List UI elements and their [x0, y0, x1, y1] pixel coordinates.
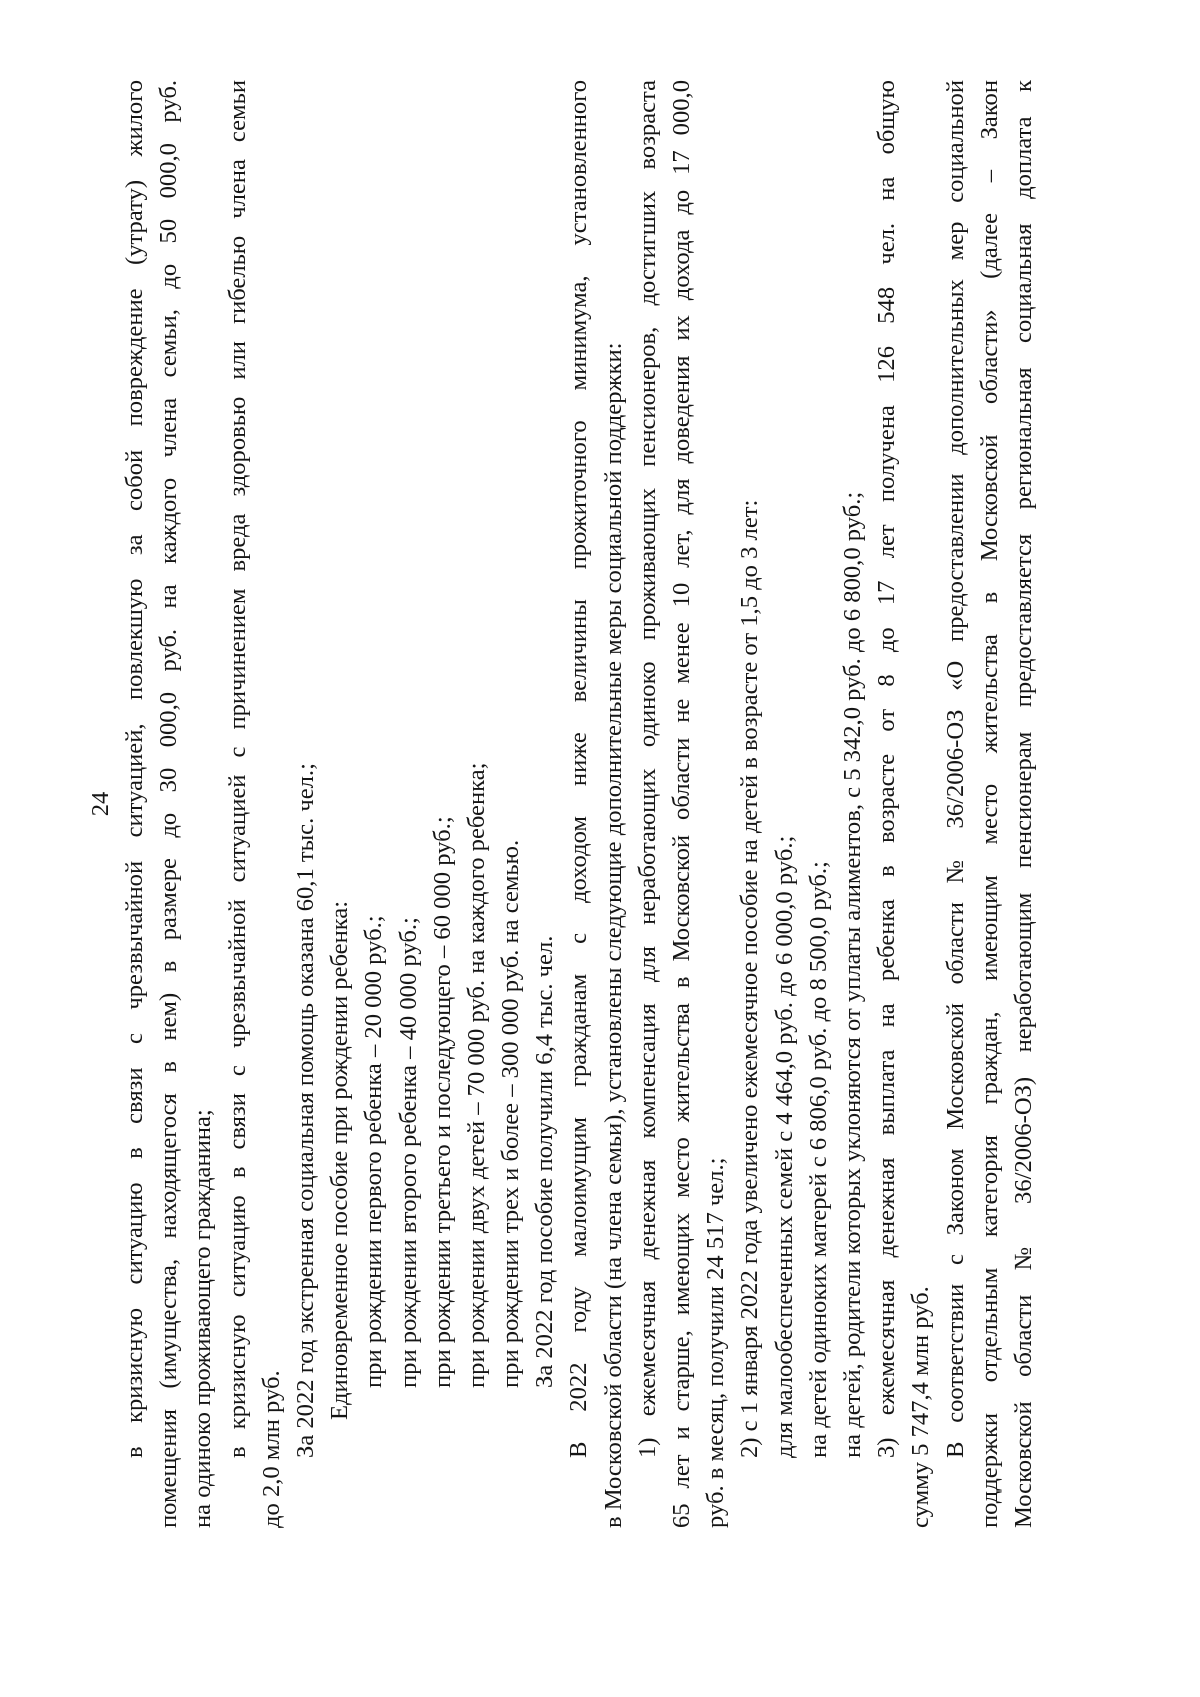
text-line: Московской области № 36/2006-ОЗ) неработающим пенсионерам предоставляется региональная социальная доплата к: [1009, 80, 1037, 1528]
text-line: В 2022 году малоимущим гражданам с доходом ниже величины прожиточного минимума, установленного: [565, 80, 593, 1458]
text-line: на детей, родители которых уклоняются от уплаты алиментов, с 5 342,0 руб. до 6 800,0 руб.;: [838, 491, 866, 1458]
text-line: За 2022 год пособие получили 6,4 тыс. чел.: [531, 935, 559, 1388]
text-line: при рождении трех и более – 300 000 руб. на семью.: [497, 839, 525, 1388]
page-number: 24: [87, 791, 114, 817]
text-line: в кризисную ситуацию в связи с чрезвычайной ситуацией, повлекшую за собой повреждение (утрату) жилого: [121, 80, 148, 1458]
text-line: помещения (имущества, находящегося в нем) в размере до 30 000,0 руб. на каждого члена семьи, до 50 000,0 руб.: [155, 80, 183, 1528]
text-line: 3) ежемесячная денежная выплата на ребенка в возрасте от 8 до 17 лет получена 126 548 чел. на общую: [873, 80, 901, 1458]
text-line: 2) с 1 января 2022 года увеличено ежемесячное пособие на детей в возрасте от 1,5 до 3 лет:: [736, 499, 764, 1458]
text-line: В соответствии с Законом Московской области № 36/2006-ОЗ «О предоставлении дополнительных мер социальной: [941, 80, 969, 1458]
rotated-document-body: [87, 80, 1078, 1528]
text-line: при рождении третьего и последующего – 60 000 руб.;: [428, 816, 456, 1388]
text-line: поддержки отдельным категория граждан, имеющим место жительства в Московской области» (далее – Закон: [975, 80, 1003, 1528]
text-line: при рождении первого ребенка – 20 000 руб.;: [360, 915, 388, 1388]
text-line: на детей одиноких матерей с 6 806,0 руб. до 8 500,0 руб.;: [804, 861, 832, 1458]
text-line: Единовременное пособие при рождении ребенка:: [326, 900, 354, 1420]
text-line: до 2,0 млн руб.: [257, 1370, 285, 1528]
text-line: За 2022 год экстренная социальная помощь оказана 60,1 тыс. чел.;: [291, 763, 319, 1458]
text-line: сумму 5 747,4 млн руб.: [907, 1286, 935, 1528]
text-line: в кризисную ситуацию в связи с чрезвычайной ситуацией с причинением вреда здоровью или гибелью члена семьи: [223, 80, 251, 1458]
text-line: на одиноко проживающего гражданина;: [189, 1109, 217, 1528]
text-line: 1) ежемесячная денежная компенсация для неработающих одиноко проживающих пенсионеров, достигших возраста: [633, 80, 661, 1458]
text-line: при рождении двух детей – 70 000 руб. на каждого ребенка;: [462, 762, 490, 1388]
text-line: при рождении второго ребенка – 40 000 руб.;: [394, 917, 422, 1388]
text-line: 65 лет и старше, имеющих место жительства в Московской области не менее 10 лет, для доведения их дохода до 17 000,0: [668, 80, 695, 1528]
document-text: [118, 80, 1041, 1528]
text-line: в Московской области (на члена семьи), установлены следующие дополнительные меры социальной поддержки:: [599, 342, 627, 1528]
text-line: руб. в месяц, получили 24 517 чел.;: [702, 1157, 730, 1528]
text-line: для малообеспеченных семей с 4 464,0 руб. до 6 000,0 руб.;: [770, 835, 798, 1458]
